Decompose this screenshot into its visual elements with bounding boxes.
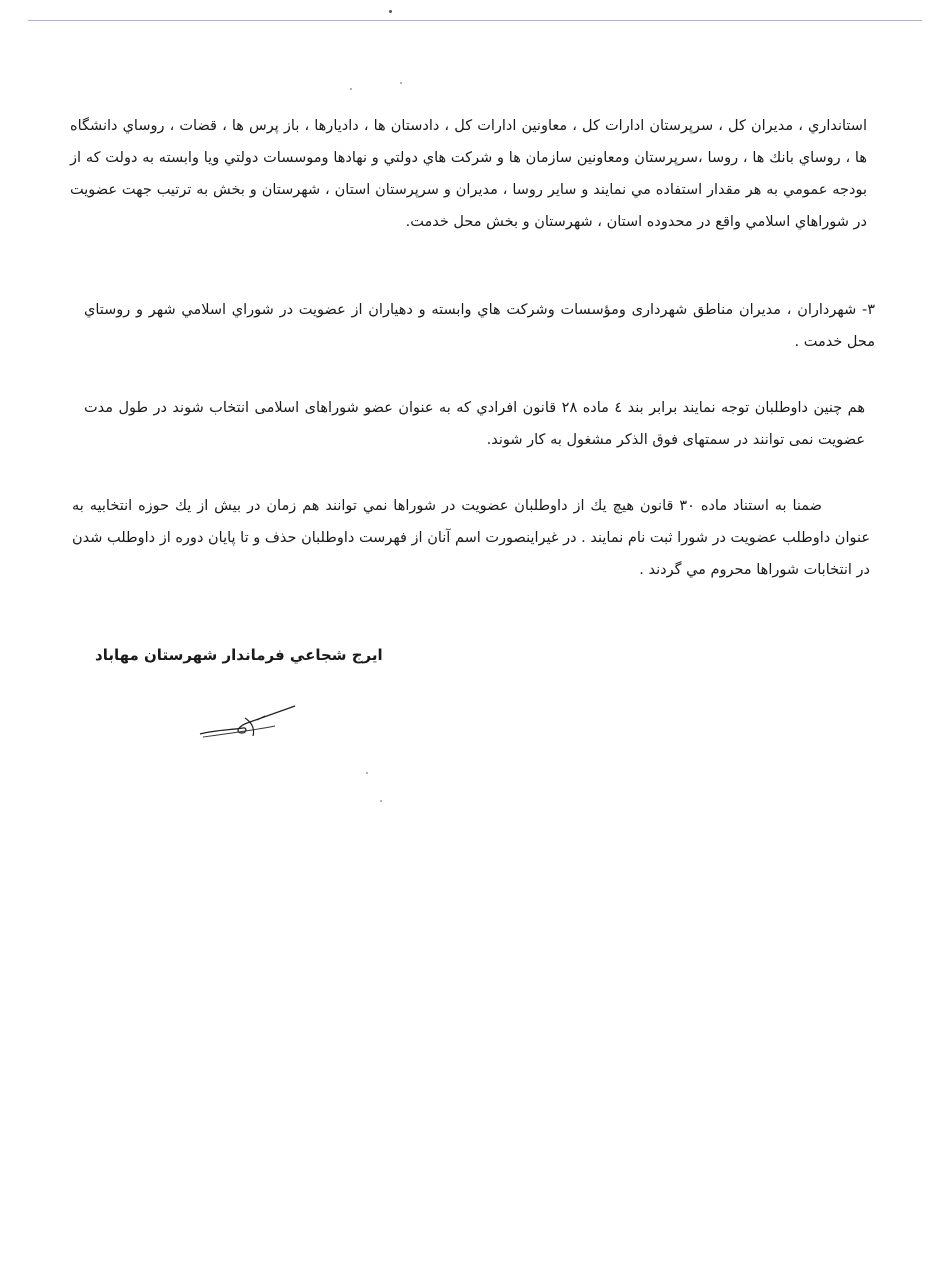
paragraph-article-30: ضمنا به استناد ماده ٣٠ قانون هيچ يك از داوطلبان عضويت در شوراها نمي توانند هم زمان در بيش از يك حوزه انتخابيه به عنوان داوطلب عضويت در شورا ثبت نام نمايند . در غيراينصورت اسم آنان از فهرست داوطلبان حذف و تا پايان دوره از داوطلب شدن در انتخابات شوراها محروم مي گردند .: [72, 498, 870, 578]
page-mark: [389, 10, 392, 13]
handwritten-signature: [195, 700, 305, 745]
top-border-line: [28, 20, 922, 21]
paragraph-officials: استانداري ، مديران كل ، سرپرستان ادارات كل ، معاونين ادارات كل ، دادستان ها ، داديارها ، باز پرس ها ، قضات ، روساي دانشگاه ها ، روساي بانك ها ، روسا ،سرپرستان ومعاونين سازمان ها و شركت هاي دولتي و نهادها وموسسات دولتي ويا وابسته به دولت كه از بودجه عمومي به هر مقدار استفاده مي نمايند و ساير روسا ، مديران و سرپرستان استان ، شهرستان و بخش به ترتيب جهت عضويت در شوراهاي اسلامي واقع در محدوده استان ، شهرستان و بخش محل خدمت.: [70, 118, 867, 230]
signer-name: ايرج شجاعي فرماندار شهرستان مهاباد: [95, 646, 383, 664]
scan-speck: [350, 88, 352, 90]
scan-speck: [366, 772, 368, 774]
paragraph-item-3: ۳- شهرداران ، مديران مناطق شهرداری ومؤسسات وشرکت هاي وابسته و دهياران از عضويت در شوراي اسلامي شهر و روستاي محل خدمت .: [84, 302, 875, 350]
scan-speck: [380, 800, 382, 802]
scan-speck: [400, 82, 402, 84]
paragraph-notice: هم چنين داوطلبان توجه نمايند برابر بند ٤ ماده ٢٨ قانون افرادي كه به عنوان عضو شوراهای اسلامی انتخاب شوند در طول مدت عضويت نمی توانند در سمتهای فوق الذکر مشغول به کار شوند.: [84, 400, 865, 448]
